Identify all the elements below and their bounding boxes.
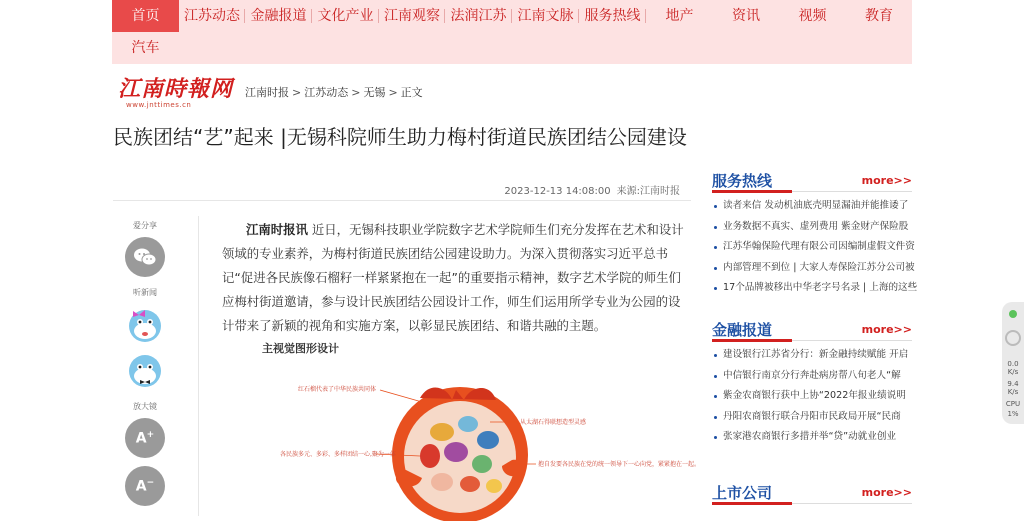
sidebar-hotline-more-link[interactable]: more>> <box>861 174 912 187</box>
list-item[interactable]: 张家港农商银行多措并举“贷”动就业创业 <box>712 427 912 448</box>
sidebar-finance <box>712 317 912 448</box>
nav-item-finance[interactable]: 金融报道 <box>245 0 312 32</box>
share-label: 爱分享 <box>133 221 157 230</box>
mascot-female-icon <box>125 304 165 344</box>
sidebar-finance-title[interactable]: 金融报道 <box>712 321 773 339</box>
status-dot-icon <box>1009 310 1017 318</box>
net-unit-2: K/s <box>1007 388 1019 396</box>
list-item[interactable]: 业务数据不真实、虚列费用 紫金财产保险股 <box>712 217 912 238</box>
article-date: 2023-12-13 14:08:00 <box>504 186 611 197</box>
list-item[interactable]: 内部管理不到位 | 大家人寿保险江苏分公司被 <box>712 258 912 279</box>
net-speed-2: 9.4 <box>1007 380 1019 388</box>
sidebar-listed-header <box>712 480 912 504</box>
list-item[interactable]: 建设银行江苏省分行：新金融持续赋能 开启 <box>712 345 912 366</box>
mascot-male-icon <box>125 350 165 390</box>
sidebar-title-underline <box>712 502 792 505</box>
logo-url: www.jnttimes.cn <box>126 101 192 109</box>
nav-item-video[interactable]: 视频 <box>798 8 827 24</box>
article-source: 江南时报 <box>640 186 680 197</box>
logo-text: 江南時報网 <box>118 76 234 102</box>
nav-item-culture[interactable]: 文化产业 <box>312 0 379 32</box>
sidebar-title-underline <box>712 339 792 342</box>
sidebar-finance-more-link[interactable]: more>> <box>861 323 912 336</box>
sidebar-hotline-list <box>712 196 918 299</box>
breadcrumb <box>245 84 423 100</box>
listen-female-voice-button[interactable] <box>125 304 165 344</box>
figure-note-1: 红石榴代表了中华民族共同体 <box>298 386 377 393</box>
breadcrumb-sep-icon: > <box>388 86 398 99</box>
nav-item-property[interactable]: 地产 <box>665 8 694 24</box>
sidebar-title-underline <box>712 190 792 193</box>
top-nav <box>112 0 912 64</box>
sidebar-listed-title[interactable]: 上市公司 <box>712 484 773 502</box>
listen-male-voice-button[interactable] <box>125 350 165 390</box>
article-title: 民族团结“艺”起来 |无锡科院师生助力梅村街道民族团结公园建设 <box>113 125 687 149</box>
list-item[interactable]: 丹阳农商银行联合丹阳市民政局开展“民商 <box>712 407 912 428</box>
font-decrease-button[interactable] <box>125 466 165 506</box>
list-item[interactable]: 读者来信 发动机油底壳明显漏油并能推诿了 <box>712 196 912 217</box>
figure-note-3: 各民族多元、多彩、多样团结一心,聚为一体 <box>280 451 396 458</box>
breadcrumb-current: 正文 <box>400 86 423 99</box>
zoom-label: 放大镜 <box>133 402 157 411</box>
article-figure <box>280 360 701 517</box>
ring-icon <box>1005 330 1021 346</box>
breadcrumb-sep-icon: > <box>351 86 361 99</box>
font-decrease-icon: A− <box>135 477 155 495</box>
list-item[interactable]: 中信银行南京分行奔赴病房帮八旬老人“解 <box>712 366 912 387</box>
sidebar-hotline-title[interactable]: 服务热线 <box>712 172 773 190</box>
breadcrumb-home[interactable]: 江南时报 <box>245 86 289 99</box>
sidebar-hotline <box>712 168 918 299</box>
article-lead: 江南时报讯 <box>246 222 308 237</box>
breadcrumb-jiangsu[interactable]: 江苏动态 <box>304 86 349 99</box>
nav-item-education[interactable]: 教育 <box>865 8 893 24</box>
list-item[interactable]: 紫金农商银行获中上协“2022年报业绩说明 <box>712 386 912 407</box>
net-unit-1: K/s <box>1007 368 1019 376</box>
breadcrumb-sep-icon: > <box>292 86 302 99</box>
net-speed-1: 0.0 <box>1007 360 1019 368</box>
sidebar-hotline-header <box>712 168 912 192</box>
nav-item-info[interactable]: 资讯 <box>732 8 760 24</box>
nav-item-observe[interactable]: 江南观察 <box>379 0 445 32</box>
nav-item-auto[interactable]: 汽车 <box>131 40 160 56</box>
list-item[interactable]: 17个品牌被移出中华老字号名录 | 上海的这些 <box>712 278 912 299</box>
pomegranate-design-image <box>280 360 701 517</box>
title-divider <box>113 200 691 201</box>
breadcrumb-wuxi[interactable]: 无锡 <box>363 86 386 99</box>
figure-title: 主视觉图形设计 <box>262 342 339 355</box>
nav-item-heritage[interactable]: 江南文脉 <box>512 0 579 32</box>
nav-item-home[interactable]: 首页 <box>112 0 179 32</box>
list-item[interactable]: 江苏华翰保险代理有限公司因编制虚假文件资 <box>712 237 912 258</box>
article-body: 近日，无锡科技职业学院数字艺术学院师生们充分发挥在艺术和设计领域的专业素养，为梅村街道民族团结公园建设助力。为深入贯彻落实习近平总书记“促进各民族像石榴籽一样紧紧抱在一起”的重要指示精神，数字艺术学院的师生们应梅村街道邀请，参与设计民族团结公园设计工作，师生们运用所学专业为公园的设计带来了新颖的视角和实施方案，以彰显民族团结、和谐共融的主题。 <box>222 222 684 333</box>
sidebar-listed-more-link[interactable]: more>> <box>861 486 912 499</box>
nav-row-2 <box>112 32 179 64</box>
listen-label: 听新闻 <box>133 288 157 297</box>
nav-row-1 <box>112 0 912 32</box>
article-meta <box>504 182 680 197</box>
cpu-label: CPU <box>1005 400 1021 408</box>
article-tools <box>113 216 199 516</box>
wechat-share-button[interactable] <box>125 237 165 277</box>
figure-note-4: 抱自发要各民族在党的统一领导下一心向党，紧紧抱在一起。 <box>538 461 701 468</box>
font-increase-button[interactable] <box>125 418 165 458</box>
nav-item-law[interactable]: 法润江苏 <box>445 0 512 32</box>
network-monitor-widget[interactable] <box>1002 302 1024 424</box>
site-logo[interactable] <box>118 72 234 110</box>
sidebar-finance-list <box>712 345 912 448</box>
wechat-icon <box>133 247 157 267</box>
sidebar-listed-companies <box>712 480 912 504</box>
source-label: 来源: <box>616 186 640 197</box>
nav-item-hotline[interactable]: 服务热线 <box>579 0 646 32</box>
nav-item-jiangsu-news[interactable]: 江苏动态 <box>179 0 245 32</box>
sidebar-finance-header <box>712 317 912 341</box>
figure-note-2: 从太湖石得联想造型灵感 <box>520 419 587 426</box>
article-paragraph <box>222 218 684 338</box>
cpu-percent: 1% <box>1007 410 1019 418</box>
font-increase-icon: A+ <box>135 429 155 447</box>
